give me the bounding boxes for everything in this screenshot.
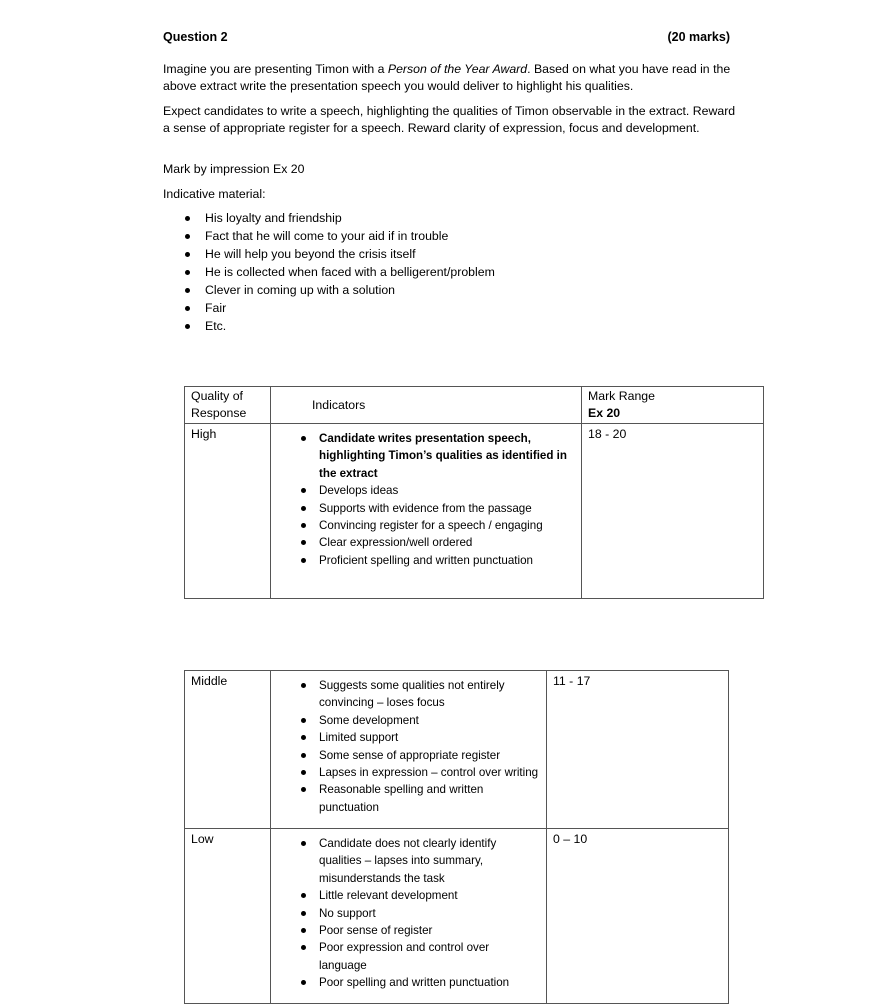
mark-range-label: Mark Range bbox=[588, 389, 655, 403]
list-item: Some sense of appropriate register bbox=[277, 747, 540, 764]
question-heading bbox=[163, 30, 730, 44]
list-item: Etc. bbox=[163, 317, 495, 335]
question-title: Question 2 bbox=[163, 30, 228, 44]
list-item: Little relevant development bbox=[277, 887, 540, 904]
list-item: No support bbox=[277, 905, 540, 922]
list-item: Develops ideas bbox=[277, 482, 575, 499]
mark-range-ex: Ex 20 bbox=[588, 406, 621, 420]
award-name: Person of the Year Award bbox=[387, 62, 528, 76]
indicative-material-label: Indicative material: bbox=[163, 187, 266, 201]
list-item: Proficient spelling and written punctuation bbox=[277, 552, 575, 569]
list-item: He will help you beyond the crisis itself bbox=[163, 245, 495, 263]
indicators-middle bbox=[271, 671, 547, 829]
mark-by-impression: Mark by impression Ex 20 bbox=[163, 162, 305, 176]
list-item: Clever in coming up with a solution bbox=[163, 281, 495, 299]
marking-expectation: Expect candidates to write a speech, highlighting the qualities of Timon observable in the extract. Reward a sense of appropriate register for a speech. Reward clarity of expression, focus and development. bbox=[163, 104, 736, 135]
list-item: Supports with evidence from the passage bbox=[277, 500, 575, 517]
header-indicators: Indicators bbox=[271, 387, 582, 424]
question-marks: (20 marks) bbox=[667, 30, 730, 44]
indicators-high bbox=[271, 424, 582, 599]
quality-high: High bbox=[185, 424, 271, 599]
mark-range-high: 18 - 20 bbox=[582, 424, 764, 599]
indicators-low bbox=[271, 829, 547, 1004]
prompt-text-start: Imagine you are presenting Timon with a bbox=[163, 62, 388, 76]
indicative-list bbox=[163, 209, 495, 335]
list-item: He is collected when faced with a belligerent/problem bbox=[163, 263, 495, 281]
header-mark-range bbox=[582, 387, 764, 424]
list-item: Lapses in expression – control over writing bbox=[277, 764, 540, 781]
mark-range-middle: 11 - 17 bbox=[547, 671, 729, 829]
table-row bbox=[185, 671, 729, 829]
table-row bbox=[185, 424, 764, 599]
list-item: Poor expression and control over language bbox=[277, 939, 540, 974]
quality-low: Low bbox=[185, 829, 271, 1004]
table-header-row bbox=[185, 387, 764, 424]
list-item: Reasonable spelling and written punctuation bbox=[277, 781, 540, 816]
list-item: Clear expression/well ordered bbox=[277, 534, 575, 551]
task-prompt bbox=[163, 61, 738, 94]
mark-range-low: 0 – 10 bbox=[547, 829, 729, 1004]
table-row bbox=[185, 829, 729, 1004]
list-item: Convincing register for a speech / engaging bbox=[277, 517, 575, 534]
header-quality: Quality of Response bbox=[185, 387, 271, 424]
list-item: Candidate writes presentation speech, highlighting Timon’s qualities as identified in the extract bbox=[277, 430, 575, 482]
list-item: Poor sense of register bbox=[277, 922, 540, 939]
list-item: Candidate does not clearly identify qualities – lapses into summary, misunderstands the task bbox=[277, 835, 540, 887]
rubric-table-high bbox=[184, 386, 764, 599]
list-item: Fact that he will come to your aid if in trouble bbox=[163, 227, 495, 245]
list-item: His loyalty and friendship bbox=[163, 209, 495, 227]
list-item: Some development bbox=[277, 712, 540, 729]
list-item: Limited support bbox=[277, 729, 540, 746]
quality-middle: Middle bbox=[185, 671, 271, 829]
rubric-table-middle-low bbox=[184, 670, 729, 1004]
prompt-text-end: . Based on what you have read in the above extract write the presentation speech you would deliver to highlight his qualities. bbox=[163, 62, 731, 93]
list-item: Fair bbox=[163, 299, 495, 317]
list-item: Poor spelling and written punctuation bbox=[277, 974, 540, 991]
list-item: Suggests some qualities not entirely convincing – loses focus bbox=[277, 677, 540, 712]
